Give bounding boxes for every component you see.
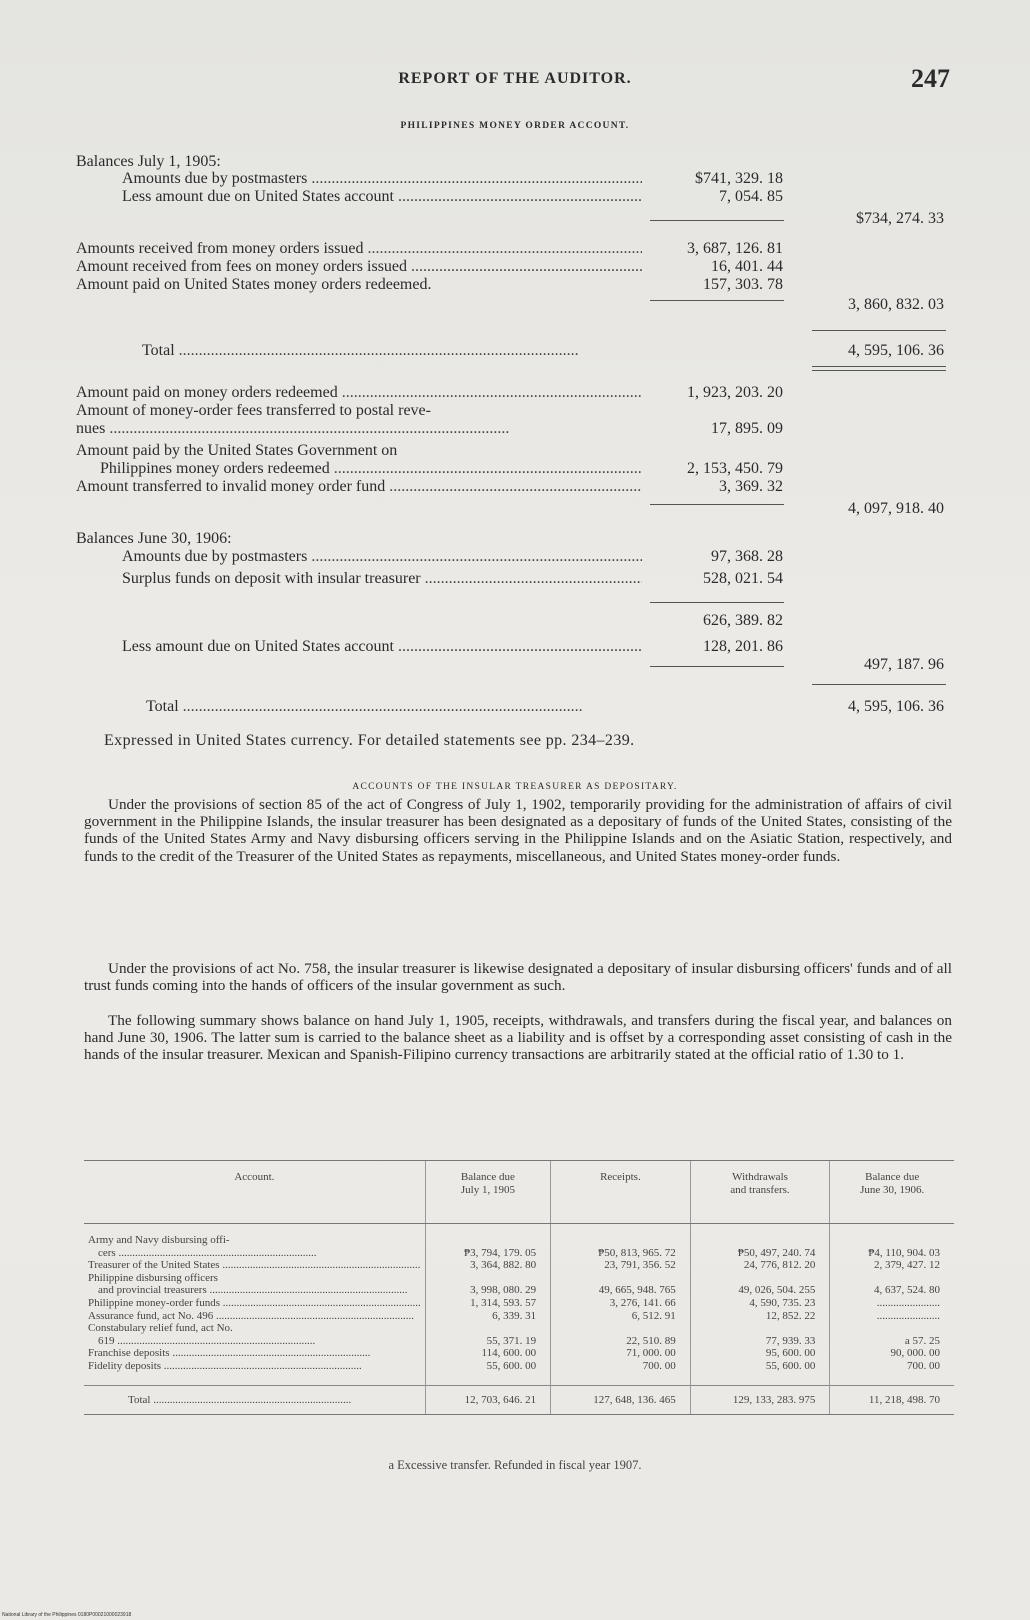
table-cell: 49, 026, 504. 255 [738,1284,816,1297]
ledger-total: 4, 595, 106. 36 [848,698,944,715]
table-total-row [84,1385,954,1415]
table-cell: 700. 00 [642,1359,676,1372]
ledger-amount: 2, 153, 450. 79 [687,460,783,477]
ledger-label: Amounts received from money orders issued ..... [76,240,642,258]
account-label: Franchise deposits ..... [88,1347,421,1360]
ledger-label: Philippines money orders redeemed ..... [100,460,642,478]
account-column [84,1224,425,1386]
ledger-label: Amount paid by the United States Government on [76,442,398,459]
account-label: Fidelity deposits ..... [88,1360,421,1373]
table-cell: 3, 276, 141. 66 [609,1296,676,1309]
table-body [84,1224,954,1386]
table-cell: 129, 133, 283. 975 [690,1385,830,1415]
ledger-label: Amounts due by postmasters ..... [122,548,642,566]
depositary-summary-table [84,1160,954,1415]
ledger-label: Less amount due on United States account ..... [122,188,642,206]
total-label: Total ..... [88,1394,421,1407]
ledger-label: Surplus funds on deposit with insular treasurer ..... [122,570,642,588]
table-cell: ₱50, 813, 965. 72 [598,1246,676,1259]
table-header-row [84,1161,954,1224]
library-mark: National Library of the Philippines 0180P00021000023918 [2,1612,132,1618]
ledger-label: nues ..... [76,420,642,438]
section-title-depositary: ACCOUNTS OF THE INSULAR TREASURER AS DEPOSITARY. [352,782,678,792]
table-cell-blank: ....................... [876,1309,940,1322]
table-cell: 55, 600. 00 [765,1359,816,1372]
table-cell-blank: ....................... [876,1296,940,1309]
table-cell: 4, 590, 735. 23 [749,1296,816,1309]
ledger-amount: 626, 389. 82 [703,612,783,629]
ledger-amount: $741, 329. 18 [695,170,783,187]
paragraph: The following summary shows balance on hand July 1, 1905, receipts, withdrawals, and transfers during the fiscal year, and balances on hand June 30, 1906. The latter sum is carried to the balance sheet as a liability and is offset by a corresponding asset consisting of cash in the hands of the insular treasurer. Mexican and Spanish-Filipino currency transactions are arbitrarily stated at the official ratio of 1.30 to 1. [84,1012,952,1064]
table-cell: ₱50, 497, 240. 74 [737,1246,816,1259]
table-cell: ₱4, 110, 904. 03 [868,1246,940,1259]
running-head [0,64,1030,104]
ledger-heading: Balances June 30, 1906: [76,530,232,547]
col-header-receipts: Receipts. [551,1161,691,1224]
account-label: Constabulary relief fund, act No. [88,1322,233,1335]
paragraph: Under the provisions of section 85 of the act of Congress of July 1, 1902, temporarily providing for the administration of affairs of civil government in the Philippine Islands, the insular treasurer has been designated as a depositary of funds of the United States, consisting of the funds of the United States Army and Navy disbursing officers serving in the Philippine Islands and on the Asiatic Station, respectively, and funds to the credit of the Treasurer of the United States as repayments, miscellaneous, and United States money-order funds. [84,796,952,865]
sum-rule [812,684,946,685]
table-cell: 90, 000. 00 [890,1347,940,1360]
currency-note: Expressed in United States currency. For detailed statements see pp. 234–239. [104,732,635,749]
table-cell: 55, 600. 00 [486,1359,537,1372]
col-header-account: Account. [84,1161,425,1224]
account-label: Assurance fund, act No. 496 ..... [88,1310,421,1323]
table-cell: 1, 314, 593. 57 [470,1296,537,1309]
table-cell: 95, 600. 00 [765,1347,816,1360]
col-header-balance-start: Balance due July 1, 1905 [425,1161,550,1224]
ledger-total: 497, 187. 96 [864,656,944,673]
ledger-amount: 7, 054. 85 [719,188,783,205]
table-cell: 3, 364, 882. 80 [470,1259,537,1272]
ledger-label: Amounts due by postmasters ..... [122,170,642,188]
table-cell: a 57. 25 [904,1334,940,1347]
double-rule [812,366,946,371]
sum-rule [650,666,784,667]
table-cell: 700. 00 [907,1359,940,1372]
ledger-amount: 528, 021. 54 [703,570,783,587]
ledger-amount: 157, 303. 78 [703,276,783,293]
table-cell: 6, 512. 91 [631,1309,676,1322]
ledger-total: 4, 097, 918. 40 [848,500,944,517]
sum-rule [812,330,946,331]
ledger-amount: 1, 923, 203. 20 [687,384,783,401]
ledger-label: Amount received from fees on money orders issued ..... [76,258,642,276]
withdrawals-column [690,1224,830,1386]
ledger-amount: 3, 687, 126. 81 [687,240,783,257]
ledger-amount: 3, 369. 32 [719,478,783,495]
sum-rule [650,300,784,301]
sum-rule [650,504,784,505]
ledger-total-label: Total ..... [146,698,782,716]
table-cell: 12, 852. 22 [765,1309,816,1322]
section-title-money-order: PHILIPPINES MONEY ORDER ACCOUNT. [400,121,630,131]
ledger-heading: Balances July 1, 1905: [76,153,221,170]
ledger-total-label: Total ..... [142,342,782,360]
ledger-amount: 97, 368. 28 [711,548,783,565]
ledger-label: Amount paid on United States money orders redeemed. [76,276,432,293]
page-number: 247 [911,64,950,93]
col-header-withdrawals: Withdrawals and transfers. [690,1161,830,1224]
table-cell: 6, 339. 31 [492,1309,537,1322]
ledger-amount: 17, 895. 09 [711,420,783,437]
running-title: REPORT OF THE AUDITOR. [398,70,632,87]
ledger-label: Amount transferred to invalid money order fund ..... [76,478,642,496]
col-header-balance-end: Balance due June 30, 1906. [830,1161,954,1224]
account-label: Philippine disbursing officers [88,1271,218,1284]
table-cell: 22, 510. 89 [626,1334,676,1347]
sum-rule [650,602,784,603]
table-cell: 4, 637, 524. 80 [874,1284,940,1297]
table-cell: 2, 379, 427. 12 [874,1259,940,1272]
table-cell: 3, 998, 080. 29 [470,1284,537,1297]
ledger-total: 4, 595, 106. 36 [848,342,944,359]
account-label: cers ..... [88,1247,421,1260]
receipts-column [551,1224,691,1386]
paragraph: Under the provisions of act No. 758, the insular treasurer is likewise designated a depositary of insular disbursing officers' funds and of all trust funds coming into the hands of officers of the insular government as such. [84,960,952,995]
account-label: Philippine money-order funds ..... [88,1297,421,1310]
table-cell: 11, 218, 498. 70 [830,1385,954,1415]
account-label: Army and Navy disbursing offi- [88,1234,230,1246]
table-cell: 127, 648, 136. 465 [551,1385,691,1415]
ledger-label: Amount paid on money orders redeemed ..... [76,384,642,402]
table-cell: 49, 665, 948. 765 [598,1284,676,1297]
table-cell: ₱3, 794, 179. 05 [463,1246,537,1259]
balance-start-column [425,1224,550,1386]
table-cell: 114, 600. 00 [481,1347,537,1360]
balance-end-column [830,1224,954,1386]
ledger-label: Less amount due on United States account ..... [122,638,642,656]
account-label: Treasurer of the United States ..... [88,1259,421,1272]
footnote: a Excessive transfer. Refunded in fiscal year 1907. [388,1458,642,1472]
ledger-label: Amount of money-order fees transferred to postal reve- [76,402,431,419]
account-label: 619 ..... [88,1335,421,1348]
ledger-total: $734, 274. 33 [856,210,944,227]
table-cell: 23, 791, 356. 52 [604,1259,676,1272]
sum-rule [650,220,784,221]
ledger-amount: 128, 201. 86 [703,638,783,655]
table-cell: 24, 776, 812. 20 [743,1259,816,1272]
table-cell: 77, 939. 33 [765,1334,816,1347]
table-cell: 71, 000. 00 [626,1347,676,1360]
table-cell: 12, 703, 646. 21 [425,1385,550,1415]
ledger-total: 3, 860, 832. 03 [848,296,944,313]
ledger-amount: 16, 401. 44 [711,258,783,275]
account-label: and provincial treasurers ..... [88,1284,421,1297]
table-cell: 55, 371. 19 [486,1334,537,1347]
